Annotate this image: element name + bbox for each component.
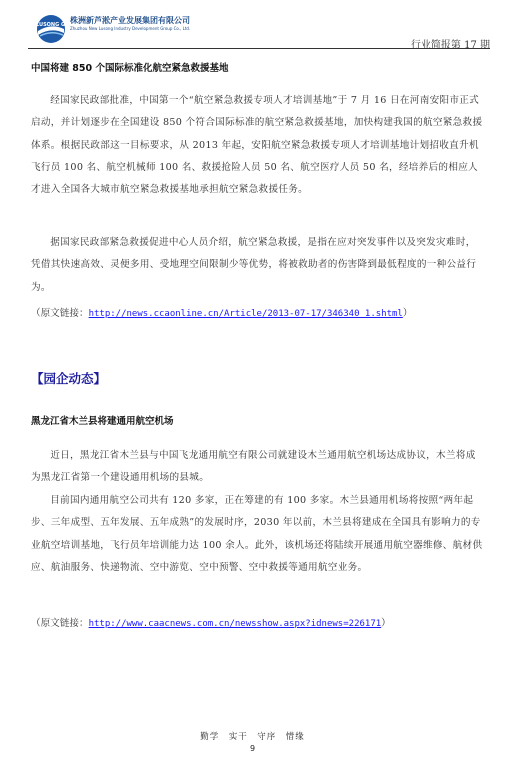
logo-mark-text: NEW LUSONG GROUP	[21, 22, 81, 28]
source-close: ）	[381, 618, 391, 629]
source-close: ）	[402, 308, 413, 319]
company-name-cn: 株洲新芦淞产业发展集团有限公司	[70, 16, 190, 25]
company-name	[70, 16, 190, 32]
article2-source	[31, 615, 391, 629]
article2-source-link[interactable]: http://www.caacnews.com.cn/newsshow.aspx?idnews=226171	[88, 619, 382, 629]
article1-paragraph-2: 据国家民政部紧急救援促进中心人员介绍，航空紧急救援，是指在应对突发事件以及突发灾难时，凭借其快速高效、灵便多用、受地理空间限制少等优势，将被救助者的伤害降到最低程度的一种公益行为。	[31, 237, 477, 293]
footer-motto: 勤学 实干 守序 惜缘	[200, 732, 305, 742]
header-divider	[28, 48, 490, 49]
issue-number: 行业简报第 17 期	[410, 40, 490, 51]
source-label: （原文链接：	[31, 618, 89, 629]
company-name-en: Zhuzhou New Lusong Industry Development Group Co., Ltd.	[70, 26, 191, 31]
article2-paragraph-1: 近日，黑龙江省木兰县与中国飞龙通用航空有限公司就建设木兰通用航空机场达成协议，木兰将成为黑龙江省第一个建设通用机场的县城。	[31, 450, 476, 484]
section-title: 【园企动态】	[31, 371, 107, 386]
article1-paragraph-1: 经国家民政部批准，中国第一个“航空紧急救援专项人才培训基地”于 7 月 16 日在河南安阳市正式启动，并计划逐步在全国建设 850 个符合国际标准的航空紧急救援基地，加快构建我国的航空紧急救援体系。根据民政部这一目标要求，从 2013 年起，安阳航空紧急救援专项人才培训基地计划招收直升机飞行员 100 名、航空机械师 100 名、救援抢险人员 50 名、航空医疗人员 50 名，经培养后的相应人才进入全国各大城市航空紧急救援基地承担航空紧急救援任务。	[31, 95, 483, 196]
company-logo-icon	[21, 14, 81, 44]
article2-paragraph-2: 目前国内通用航空公司共有 120 多家，正在筹建的有 100 多家。木兰县通用机场将按照“两年起步、三年成型、五年发展、五年成熟”的发展时序，2030 年以前，木兰县将建成在全国具有影响力的专业航空培训基地，飞行员年培训能力达 100 余人。此外，该机场还将陆续开展通用航空器维修、航材供应、航油服务、快递物流、空中游览、空中预警、空中救援等通用航空业务。	[31, 495, 483, 573]
article1-source	[31, 305, 412, 319]
page-header	[21, 10, 490, 51]
source-label: （原文链接：	[31, 308, 89, 319]
article2-headline: 黑龙江省木兰县将建通用航空机场	[31, 416, 174, 427]
page-number: 9	[249, 744, 256, 753]
article1-headline: 中国将建 850 个国际标准化航空紧急救援基地	[31, 63, 229, 74]
article1-source-link[interactable]: http://news.ccaonline.cn/Article/2013-07-17/346340_1.shtml	[88, 309, 403, 319]
